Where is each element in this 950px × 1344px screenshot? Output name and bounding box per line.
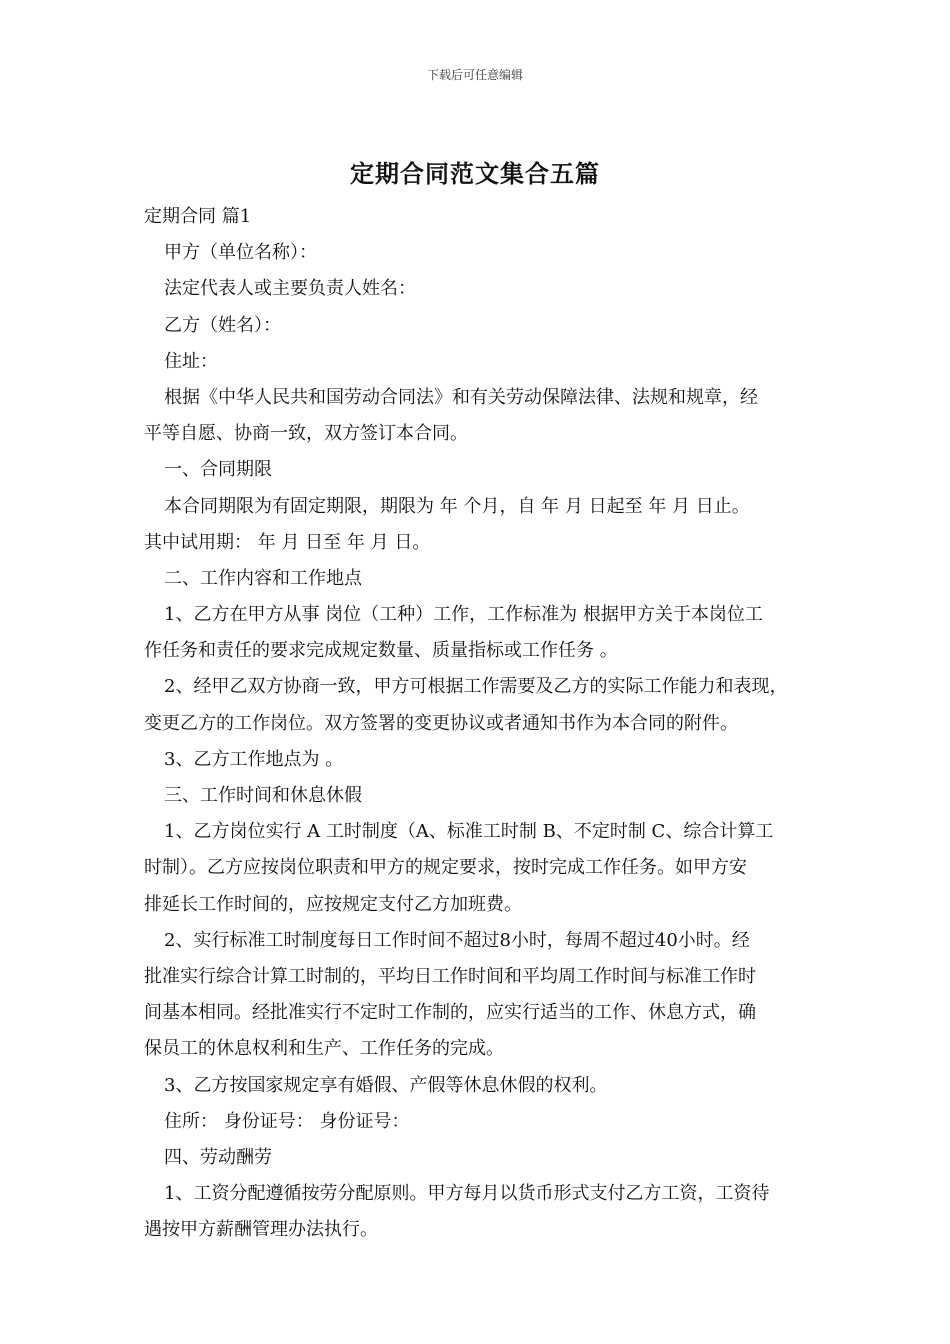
section-heading: 二、工作内容和工作地点 (164, 567, 362, 589)
body-line: 3、乙方按国家规定享有婚假、产假等休息休假的权利。 (164, 1074, 608, 1096)
body-line: 1、乙方在甲方从事 岗位（工种）工作，工作标准为 根据甲方关于本岗位工 (164, 604, 763, 626)
body-line: 乙方（姓名）： (164, 314, 281, 336)
body-line: 其中试用期： 年 月 日至 年 月 日。 (144, 531, 431, 553)
body-line: 保员工的休息权利和生产、工作任务的完成。 (144, 1038, 504, 1060)
document-body (144, 199, 814, 1248)
section-heading: 一、合同期限 (164, 459, 272, 481)
body-line: 2、经甲乙双方协商一致，甲方可根据工作需要及乙方的实际工作能力和表现， (164, 676, 788, 698)
body-line: 平等自愿、协商一致，双方签订本合同。 (144, 423, 468, 445)
document-title: 定期合同范文集合五篇 (350, 160, 600, 188)
body-line: 遇按甲方薪酬管理办法执行。 (144, 1219, 378, 1241)
body-line: 1、工资分配遵循按劳分配原则。甲方每月以货币形式支付乙方工资，工资待 (164, 1183, 770, 1205)
section-heading: 三、工作时间和休息休假 (164, 785, 362, 806)
header-note: 下载后可任意编辑 (426, 68, 523, 82)
body-line: 甲方（单位名称）： (164, 242, 317, 264)
body-line: 定期合同 篇1 (144, 206, 252, 227)
body-line: 变更乙方的工作岗位。双方签署的变更协议或者通知书作为本合同的附件。 (144, 712, 738, 734)
body-line: 住所： 身份证号： 身份证号： (164, 1110, 410, 1132)
body-line: 间基本相同。经批准实行不定时工作制的，应实行适当的工作、休息方式，确 (144, 1002, 756, 1024)
body-line: 作任务和责任的要求完成规定数量、质量指标或工作任务 。 (144, 640, 618, 662)
body-line: 2、实行标准工时制度每日工作时间不超过8小时，每周不超过40小时。经 (164, 929, 750, 951)
body-line: 排延长工作时间的，应按规定支付乙方加班费。 (144, 893, 522, 915)
body-line: 时制）。乙方应按岗位职责和甲方的规定要求，按时完成工作任务。如甲方安 (144, 857, 747, 879)
body-line: 1、乙方岗位实行 A 工时制度（A、标准工时制 B、不定时制 C、综合计算工 (164, 821, 774, 843)
body-line: 批准实行综合计算工时制的，平均日工作时间和平均周工作时间与标准工作时 (144, 965, 756, 987)
section-heading: 四、劳动酬劳 (164, 1146, 272, 1168)
body-line: 法定代表人或主要负责人姓名： (164, 278, 416, 300)
body-line: 3、乙方工作地点为 。 (164, 748, 344, 770)
body-line: 本合同期限为有固定期限，期限为 年 个月，自 年 月 日起至 年 月 日止。 (164, 495, 750, 517)
body-line: 根据《中华人民共和国劳动合同法》和有关劳动保障法律、法规和规章，经 (164, 386, 758, 408)
body-line: 住址： (164, 350, 218, 372)
